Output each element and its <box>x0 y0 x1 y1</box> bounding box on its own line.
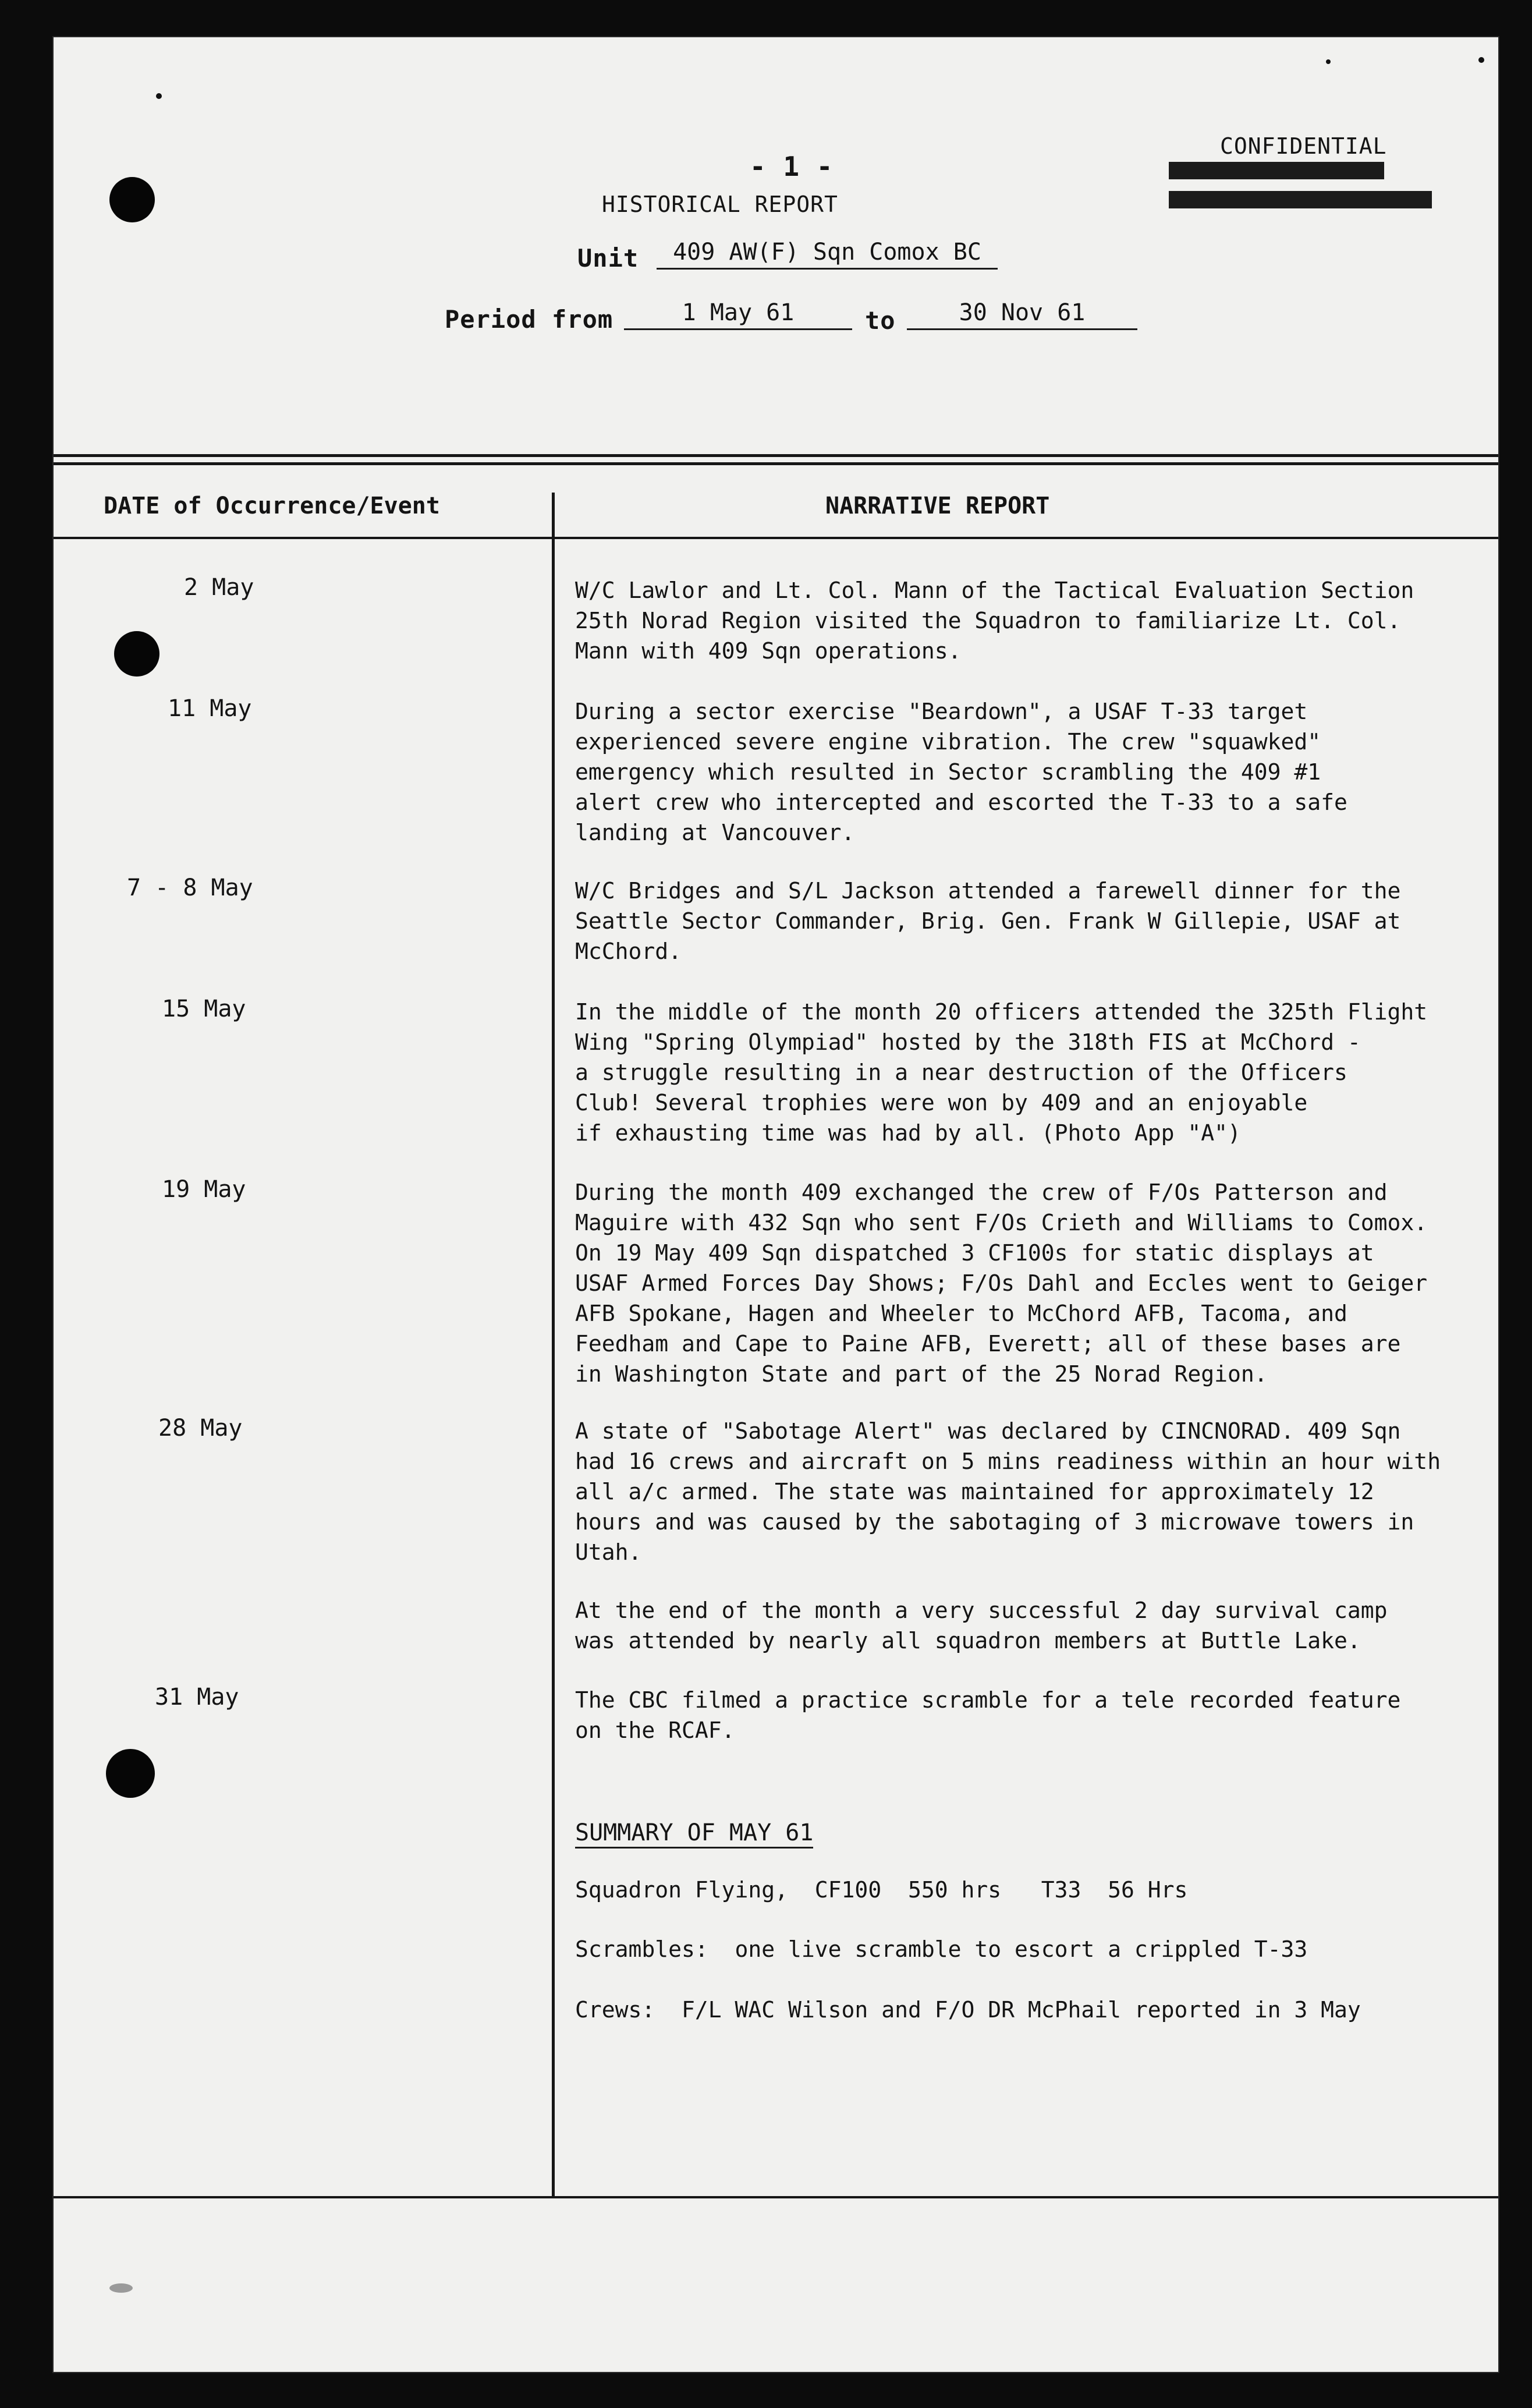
header-bottom-rule <box>54 537 1498 539</box>
narrative-column-header: NARRATIVE REPORT <box>825 493 1050 519</box>
column-divider <box>552 493 555 2198</box>
unit-label: Unit <box>577 244 639 272</box>
period-from-label: Period from <box>445 305 613 334</box>
entry-text: W/C Bridges and S/L Jackson attended a farewell dinner for the Seattle Sector Commander, Brig. Gen. Frank W Gillepie, USAF at McChord. <box>575 878 1401 964</box>
period-to-value: 30 Nov 61 <box>907 299 1137 330</box>
classification-stamp: CONFIDENTIAL <box>1220 133 1387 159</box>
entry-text: In the middle of the month 20 officers attended the 325th Flight Wing "Spring Olympiad" hosted by the 318th FIS at McChord - a struggle resulting in a near destruction of the Officers Club! Several trophies were won by 409 and an enjoyable if exhausting time was had by all. (Photo App "A") <box>575 999 1428 1146</box>
punch-hole-3 <box>106 1749 155 1798</box>
punch-hole-1 <box>109 177 155 222</box>
summary-heading: SUMMARY OF MAY 61 <box>575 1819 813 1849</box>
entry-text: At the end of the month a very successful 2 day survival camp was attended by nearly all squadron members at Buttle Lake. <box>575 1598 1388 1653</box>
date-column-header: DATE of Occurrence/Event <box>104 493 440 519</box>
table-top-rule-2 <box>54 462 1498 465</box>
page-number: - 1 - <box>750 151 834 182</box>
summary-scrambles: Scrambles: one live scramble to escort a crippled T-33 <box>575 1936 1308 1962</box>
entry-text: During a sector exercise "Beardown", a USAF T-33 target experienced severe engine vibration. The crew "squawked" emergency which resulted in Sector scrambling the 409 #1 alert crew who intercepted and escorted the T-33 to a safe landing at Vancouver. <box>575 699 1347 845</box>
entry-text: During the month 409 exchanged the crew of F/Os Patterson and Maguire with 432 Sqn who sent F/Os Crieth and Williams to Comox. On 19 May 409 Sqn dispatched 3 CF100s for static displays at USAF Armed Forces Day Shows; F/Os Dahl and Eccles went to Geiger AFB Spokane, Hagen and Wheeler to McChord AFB, Tacoma, and Feedham and Cape to Paine AFB, Everett; all of these bases are in Washington State and part of the 25 Norad Region. <box>575 1180 1428 1387</box>
period-to-label: to <box>865 306 896 335</box>
report-title: HISTORICAL REPORT <box>602 192 838 217</box>
period-from-value: 1 May 61 <box>624 299 852 330</box>
entry-text: A state of "Sabotage Alert" was declared by CINCNORAD. 409 Sqn had 16 crews and aircraft on 5 mins readiness within an hour with all a/c armed. The state was maintained for approximately 12 hours and was caused by the sabotaging of 3 microwave towers in Utah. <box>575 1418 1441 1565</box>
redaction-bar-2 <box>1169 191 1432 208</box>
redaction-bar-1 <box>1169 162 1384 179</box>
unit-value: 409 AW(F) Sqn Comox BC <box>657 239 998 270</box>
entry-date: 31 May <box>155 1684 239 1711</box>
entry-text: W/C Lawlor and Lt. Col. Mann of the Tactical Evaluation Section 25th Norad Region visited the Squadron to familiarize Lt. Col. Mann with 409 Sqn operations. <box>575 578 1414 664</box>
entry-date: 19 May <box>162 1176 246 1203</box>
summary-crews: Crews: F/L WAC Wilson and F/O DR McPhail reported in 3 May <box>575 1997 1361 2023</box>
entry-date: 2 May <box>184 574 254 601</box>
entry-date: 28 May <box>158 1415 243 1442</box>
punch-hole-2 <box>114 631 159 677</box>
entry-date: 7 - 8 May <box>127 874 253 901</box>
entry-date: 15 May <box>162 996 246 1022</box>
ink-speck <box>1478 57 1484 63</box>
ink-speck <box>156 93 162 99</box>
table-bottom-rule <box>54 2196 1498 2198</box>
summary-flying: Squadron Flying, CF100 550 hrs T33 56 Hrs <box>575 1877 1188 1903</box>
entry-date: 11 May <box>168 695 252 722</box>
ink-speck <box>109 2283 133 2293</box>
report-page <box>54 37 1498 2372</box>
entry-text: The CBC filmed a practice scramble for a tele recorded feature on the RCAF. <box>575 1687 1401 1743</box>
ink-speck <box>1326 59 1331 64</box>
table-top-rule <box>54 454 1498 457</box>
